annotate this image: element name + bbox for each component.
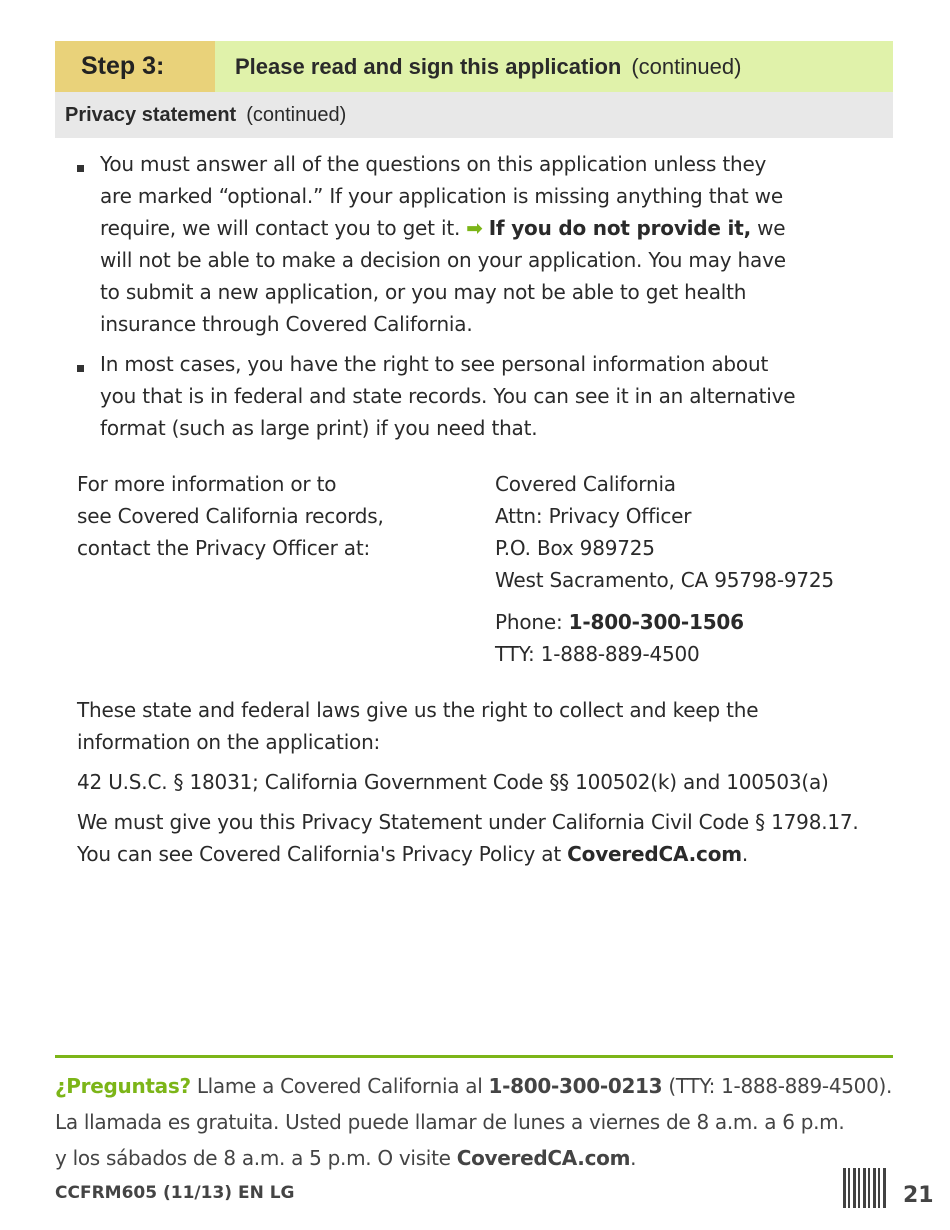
text-line: P.O. Box 989725 <box>495 536 655 560</box>
text-line: are marked “optional.” If your application is missing anything that we <box>100 184 783 208</box>
text-line <box>55 1068 892 1104</box>
text-line: will not be able to make a decision on your application. You may have <box>100 248 786 272</box>
step-title-text: Please read and sign this application <box>235 53 622 79</box>
step-title <box>215 54 741 80</box>
website-link[interactable]: CoveredCA.com <box>456 1146 631 1170</box>
footer-help <box>55 1068 892 1176</box>
section-header <box>55 92 893 138</box>
text-line: For more information or to <box>77 472 337 496</box>
phone-number: 1-800-300-1506 <box>568 610 744 634</box>
text-line: insurance through Covered California. <box>100 312 473 336</box>
text-line: Covered California <box>495 472 676 496</box>
laws <box>77 694 859 870</box>
text: Llame a Covered California al <box>196 1074 483 1098</box>
step-title-suffix: (continued) <box>631 53 742 79</box>
text-line: you that is in federal and state records. You can see it in an alternative <box>100 384 796 408</box>
text-line: We must give you this Privacy Statement under California Civil Code § 1798.17. <box>77 810 859 834</box>
text-line: format (such as large print) if you need that. <box>100 416 538 440</box>
bullet-icon <box>77 165 84 172</box>
page-number: 21 <box>903 1183 934 1208</box>
text-line: information on the application: <box>77 730 381 754</box>
phone-number: 1-800-300-0213 <box>488 1074 663 1098</box>
section-suffix: (continued) <box>246 103 347 126</box>
text-line <box>77 838 859 870</box>
bullet-item <box>100 348 795 444</box>
emphasis: If you do not provide it, <box>488 216 751 240</box>
phone <box>495 606 834 638</box>
text-line: These state and federal laws give us the right to collect and keep the <box>77 698 759 722</box>
bullet-icon <box>77 365 84 372</box>
form-code: CCFRM605 (11/13) EN LG <box>55 1183 295 1203</box>
text-line: Attn: Privacy Officer <box>495 504 692 528</box>
contact-address <box>495 468 834 670</box>
text: . <box>741 842 749 866</box>
website-link[interactable]: CoveredCA.com <box>567 842 742 866</box>
text-line: West Sacramento, CA 95798-9725 <box>495 568 834 592</box>
text-line <box>55 1140 892 1176</box>
text: . <box>630 1146 637 1170</box>
text: require, we will contact you to get it. <box>100 216 461 240</box>
text: (TTY: 1-888-889-4500). <box>668 1074 893 1098</box>
step-label: Step 3: <box>55 41 215 92</box>
phone-label: Phone: <box>495 610 563 634</box>
text: You can see Covered California's Privacy Policy at <box>77 842 561 866</box>
preguntas-label: ¿Preguntas? <box>55 1074 191 1098</box>
text-line: La llamada es gratuita. Usted puede llamar de lunes a viernes de 8 a.m. a 6 p.m. <box>55 1110 845 1134</box>
barcode-icon <box>843 1168 887 1208</box>
text: we <box>757 216 786 240</box>
text-line: contact the Privacy Officer at: <box>77 536 371 560</box>
text-line: You must answer all of the questions on this application unless they <box>100 152 767 176</box>
citation: 42 U.S.C. § 18031; California Government Code §§ 100502(k) and 100503(a) <box>77 770 829 794</box>
step-header <box>55 41 893 92</box>
tty: TTY: 1-888-889-4500 <box>495 642 700 666</box>
text-line: to submit a new application, or you may not be able to get health <box>100 280 747 304</box>
text: y los sábados de 8 a.m. a 5 p.m. O visite <box>55 1146 451 1170</box>
text-line: In most cases, you have the right to see personal information about <box>100 352 769 376</box>
text-line: see Covered California records, <box>77 504 384 528</box>
section-title: Privacy statement <box>65 103 237 126</box>
bullet-item <box>100 148 786 340</box>
contact-intro <box>77 468 384 564</box>
divider <box>55 1055 893 1058</box>
text-line <box>100 212 786 244</box>
arrow-right-icon: ➡ <box>466 216 483 240</box>
